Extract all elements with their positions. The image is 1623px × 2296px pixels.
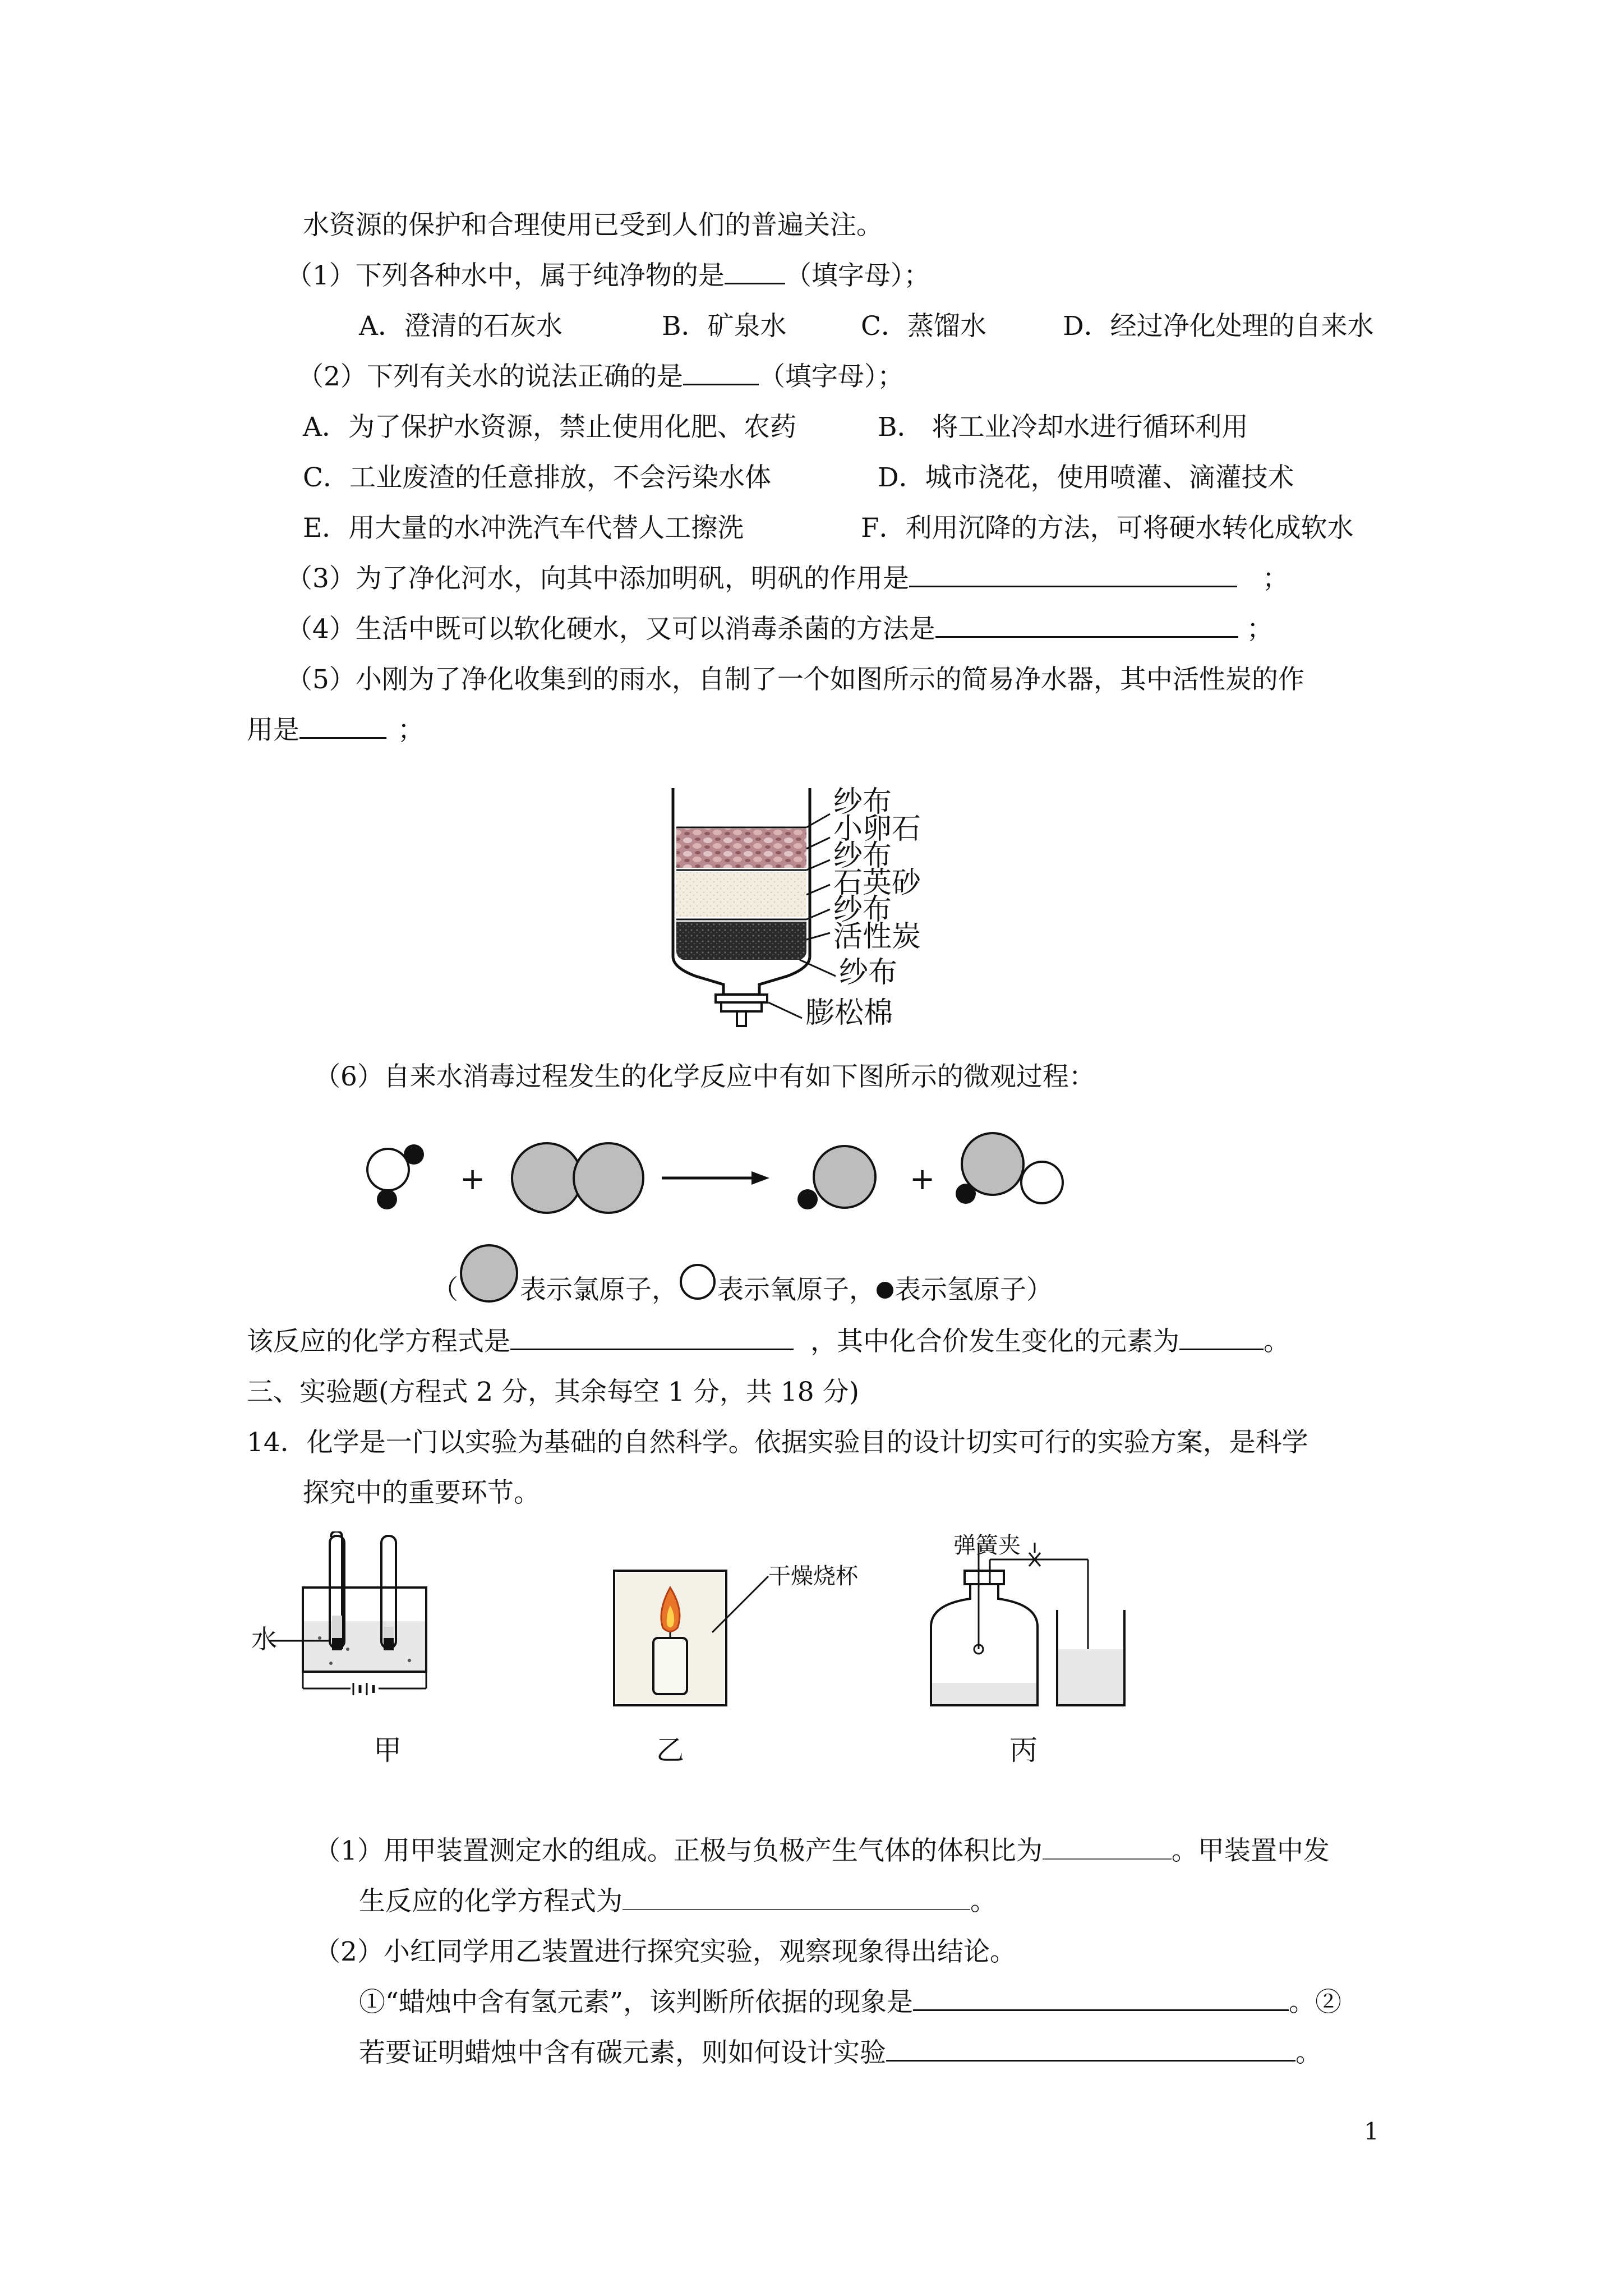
oxygen-legend-icon: [678, 1262, 717, 1301]
dry-beaker-label: 干燥烧杯: [768, 1563, 858, 1589]
hydrogen-legend-icon: [875, 1281, 895, 1300]
sub2-phenomenon-blank[interactable]: [913, 1987, 1289, 2011]
q3-line: [286, 562, 1289, 596]
q1-stem: （1）下列各种水中，属于纯净物的是: [286, 260, 725, 291]
sub2-line2-prefix: ①“蜡烛中含有氢元素”，该判断所依据的现象是: [359, 1987, 914, 2018]
q6-eq-suffix: 。: [1264, 1326, 1290, 1357]
sub1-equation-blank[interactable]: [623, 1887, 970, 1910]
sub1-line1-suffix: 。甲装置中发: [1171, 1835, 1330, 1866]
chlorine-legend-icon: [458, 1243, 520, 1304]
q6-element-blank[interactable]: [1179, 1326, 1264, 1350]
q5-line2-prefix: 用是: [247, 715, 299, 746]
q1-line: [286, 259, 930, 293]
q2-line: [297, 360, 903, 394]
q2-option-d: D．城市浇花，使用喷灌、滴灌技术: [878, 462, 1294, 493]
filter-label-gauze-2: 纱布: [833, 839, 892, 873]
hydrogen-atom: [956, 1184, 976, 1204]
pebble-layer: [676, 829, 806, 868]
q2-suffix: （填字母）；: [758, 361, 904, 392]
q1-suffix: （填字母）；: [785, 260, 930, 291]
q6-eq-prefix: 该反应的化学方程式是: [247, 1326, 510, 1357]
q6-equation-blank[interactable]: [510, 1326, 794, 1350]
caption-jia: 甲: [374, 1734, 402, 1766]
water-label: 水: [251, 1624, 277, 1654]
hydrogen-atom: [404, 1144, 424, 1165]
filter-bottle: [673, 788, 810, 1026]
spring-clamp-label: 弹簧夹: [953, 1533, 1021, 1558]
sub2-line3-prefix: 若要证明蜡烛中含有碳元素，则如何设计实验: [359, 2037, 886, 2068]
q4-suffix: ；: [1246, 614, 1273, 645]
caption-bing: 丙: [1009, 1734, 1038, 1766]
q1-answer-blank[interactable]: [725, 260, 785, 284]
chlorine-atom: [574, 1143, 643, 1213]
plus-sign-2: +: [910, 1161, 935, 1197]
sub2-line3: [359, 2036, 1322, 2070]
q4-stem: （4）生活中既可以软化硬水，又可以消毒杀菌的方法是: [286, 614, 935, 645]
q2-answer-blank[interactable]: [683, 361, 759, 385]
oxygen-atom: [367, 1149, 409, 1190]
q6-equation-line: [247, 1325, 1290, 1359]
chlorine-molecule: [512, 1143, 643, 1213]
plus-sign-1: +: [460, 1161, 486, 1197]
q5-answer-blank[interactable]: [299, 715, 386, 739]
q1-option-a: A．澄清的石灰水: [359, 311, 562, 342]
legend-open: （: [432, 1274, 458, 1305]
atom-legend: [432, 1273, 1053, 1307]
electrolysis-apparatus: [247, 1531, 482, 1717]
chlorine-atom: [512, 1143, 582, 1213]
q2-stem: （2）下列有关水的说法正确的是: [297, 361, 683, 392]
q5-line1: （5）小刚为了净化收集到的雨水，自制了一个如图所示的简易净水器，其中活性炭的作: [286, 664, 1304, 695]
sub1-ratio-blank[interactable]: [1043, 1836, 1172, 1860]
q3-answer-blank[interactable]: [909, 563, 1237, 587]
filter-label-pebbles: 小卵石: [833, 812, 921, 846]
filter-label-gauze-3: 纱布: [833, 893, 892, 927]
q1-option-b: B．矿泉水: [662, 311, 787, 342]
filter-label-quartz-sand: 石英砂: [833, 866, 921, 900]
sub1-line2: [359, 1885, 997, 1918]
q1-option-c: C．蒸馏水: [861, 311, 986, 342]
q2-option-c: C．工业废渣的任意排放，不会污染水体: [303, 462, 771, 493]
sub2-experiment-blank[interactable]: [886, 2037, 1295, 2062]
q2-option-e: E．用大量的水冲洗汽车代替人工擦洗: [303, 513, 744, 544]
q5-line2: [247, 714, 424, 747]
caption-yi: 乙: [656, 1734, 684, 1766]
legend-hydrogen: 表示氢原子）: [895, 1274, 1053, 1305]
water-molecule: [367, 1144, 424, 1209]
sub1-line2-prefix: 生反应的化学方程式为: [359, 1886, 623, 1917]
q4-answer-blank[interactable]: [935, 614, 1238, 638]
sub2-line3-suffix: 。: [1295, 2037, 1322, 2068]
intro-text: 水资源的保护和合理使用已受到人们的普遍关注。: [303, 210, 883, 241]
q2-option-a: A．为了保护水资源，禁止使用化肥、农药: [303, 412, 796, 443]
flask-clamp-apparatus: [920, 1537, 1144, 1717]
oxygen-atom: [1021, 1162, 1063, 1203]
q2-option-b: B． 将工业冷却水进行循环利用: [878, 412, 1248, 443]
q2-option-f: F．利用沉降的方法，可将硬水转化成软水: [861, 513, 1354, 544]
q14-line1: 14．化学是一门以实验为基础的自然科学。依据实验目的设计切实可行的实验方案，是科学: [247, 1427, 1308, 1458]
legend-oxygen: 表示氧原子，: [717, 1274, 875, 1305]
sub2-line1: （2）小红同学用乙装置进行探究实验，观察现象得出结论。: [314, 1936, 1016, 1967]
filter-label-gauze-1: 纱布: [833, 785, 892, 819]
q3-suffix: ；: [1262, 563, 1289, 594]
q6-stem: （6）自来水消毒过程发生的化学反应中有如下图所示的微观过程：: [314, 1061, 1095, 1092]
filter-label-activated-carbon: 活性炭: [833, 920, 921, 954]
q6-eq-mid: ，其中化合价发生变化的元素为: [810, 1326, 1179, 1357]
page-number: 1: [1364, 2118, 1379, 2145]
section-3-heading: 三、实验题(方程式 2 分，其余每空 1 分，共 18 分): [247, 1377, 859, 1407]
q3-stem: （3）为了净化河水，向其中添加明矾，明矾的作用是: [286, 563, 909, 594]
chlorine-atom: [814, 1146, 875, 1208]
legend-chlorine: 表示氯原子，: [520, 1274, 678, 1305]
filter-label-cotton: 膨松棉: [805, 996, 893, 1030]
filter-label-gauze-4: 纱布: [839, 956, 898, 990]
q4-line: [286, 613, 1273, 646]
q1-option-d: D．经过净化处理的自来水: [1063, 311, 1374, 342]
hydrogen-atom: [797, 1189, 818, 1209]
q5-suffix: ；: [398, 715, 424, 746]
sub1-line1: [314, 1834, 1330, 1868]
activated-carbon-layer: [676, 922, 806, 960]
quartz-sand-layer: [676, 872, 806, 917]
sub2-line2-suffix: 。②: [1289, 1987, 1342, 2018]
reaction-arrow: [662, 1171, 769, 1185]
sub1-line1-prefix: （1）用甲装置测定水的组成。正极与负极产生气体的体积比为: [314, 1835, 1043, 1866]
hydrogen-atom: [377, 1189, 397, 1209]
hcl-molecule: [797, 1146, 875, 1209]
sub1-line2-suffix: 。: [970, 1886, 997, 1917]
q14-line2: 探究中的重要环节。: [303, 1478, 540, 1508]
sub2-line2: [359, 1986, 1341, 2019]
hclo-molecule: [956, 1133, 1063, 1204]
